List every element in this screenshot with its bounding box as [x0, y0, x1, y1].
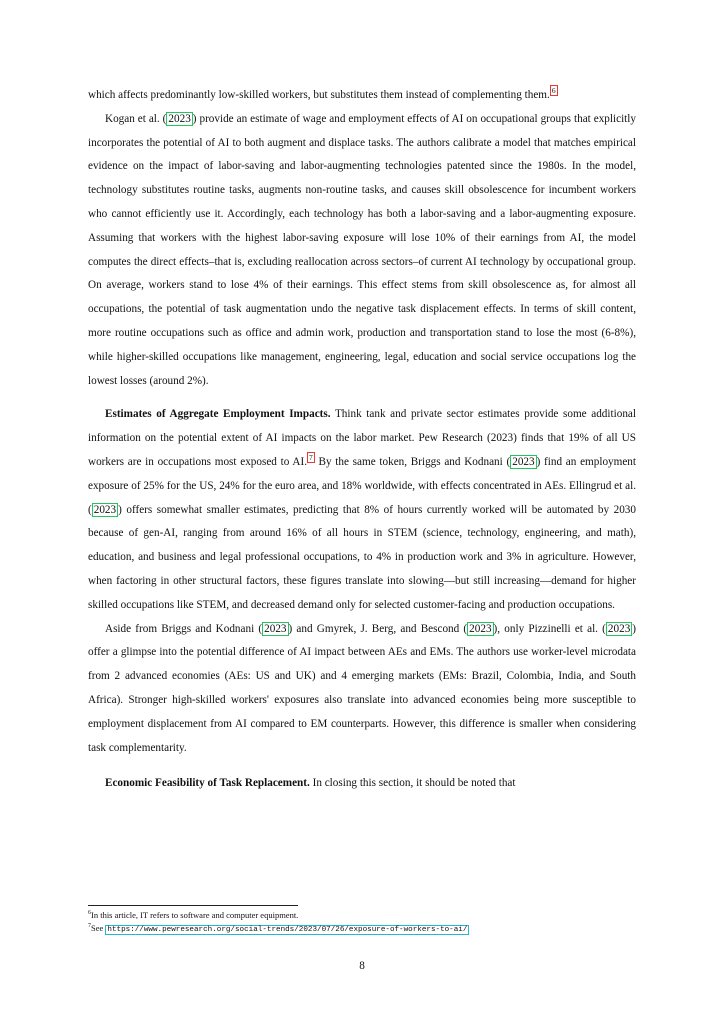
- section-heading-feasibility: Economic Feasibility of Task Replacement.: [105, 777, 310, 790]
- paragraph-1-text: which affects predominantly low-skilled workers, but substitutes them instead of complementing them.: [88, 89, 550, 101]
- citation-briggs-2023[interactable]: 2023: [512, 455, 535, 468]
- citation-kogan-2023[interactable]: 2023: [168, 112, 191, 125]
- citation-ellingrud-2023[interactable]: 2023: [93, 503, 117, 516]
- footnote-6-ref[interactable]: 6: [551, 86, 556, 96]
- text-span: ), only Pizzinelli et al. (: [493, 622, 606, 635]
- paragraph-aes-ems: [88, 618, 636, 761]
- text-span: ) offer a glimpse into the potential difference of AI impact between AEs and EMs. The authors use worker-level microdata from 2 advanced economies (AEs: US and UK) and 4 emerging markets (EMs: Brazil, Colombia, India, and South Africa). Stronger high-skilled workers' exposures also translate into advanced economies being more susceptible to employment displacement from AI compared to EM counterparts. However, this difference is smaller when considering task complementarity.: [88, 622, 637, 754]
- page-number: 8: [359, 960, 365, 972]
- footnote-7-url-link[interactable]: https://www.pewresearch.org/social-trends/2023/07/26/exposure-of-workers-to-ai/: [107, 925, 468, 934]
- footnote-7-number: 7: [88, 922, 91, 929]
- footnote-6: [88, 908, 636, 921]
- footnote-7: [88, 921, 636, 936]
- footnote-7-ref[interactable]: 7: [309, 453, 313, 463]
- text-span: ) provide an estimate of wage and employment effects of AI on occupational groups that explicitly incorporates the potential of AI to both augment and displace tasks. The authors calibrate a model that matches empirical evidence on the impact of labor-saving and labor-augmenting technologies patented since the 1980s. In the model, technology substitutes routine tasks, augments non-routine tasks, and causes skill obsolescence for incumbent workers who cannot efficiently use it. Accordingly, each technology has both a labor-saving and a labor-augmenting exposure. Assuming that workers with the highest labor-saving exposure will lose 10% of their earnings from AI, the model computes the direct effects–that is, excluding reallocation across sectors–of current AI technology by occupational group. On average, workers stand to lose 4% of their earnings. This effect stems from skill obsolescence as, for almost all occupations, the potential of task augmentation undo the negative task displacement effects. In terms of skill content, more routine occupations such as office and admin work, production and transportation stand to lose the most (6-8%), while higher-skilled occupations like management, engineering, legal, education and social service occupations log the lowest losses (around 2%).: [88, 112, 636, 387]
- footnote-7-text: See: [91, 922, 106, 933]
- citation-briggs-2023-b[interactable]: 2023: [264, 622, 287, 635]
- paragraph-1: [88, 84, 636, 108]
- footnote-divider: [88, 905, 298, 906]
- citation-gmyrek-2023[interactable]: 2023: [469, 622, 492, 635]
- paragraph-feasibility: [88, 772, 636, 796]
- text-span: ) and Gmyrek, J. Berg, and Bescond (: [288, 622, 468, 635]
- text-span: By the same token, Briggs and Kodnani (: [314, 455, 511, 468]
- text-span: Think tank and private sector estimates provide some additional information on the potential extent of AI impacts on the labor market. Pew Research (2023) finds that 19% of all US workers are in occupations most exposed to AI.: [88, 408, 636, 468]
- paragraph-aggregate-employment: [88, 403, 636, 617]
- footnote-6-text: In this article, IT refers to software and computer equipment.: [91, 909, 299, 920]
- text-span: ) find an employment exposure of 25% for the US, 24% for the euro area, and 18% worldwide, with effects concentrated in AEs. Ellingrud et al. (: [88, 455, 637, 516]
- footnotes: [88, 908, 636, 936]
- citation-pizzinelli-2023[interactable]: 2023: [607, 622, 631, 635]
- section-heading-aggregate: Estimates of Aggregate Employment Impacts.: [105, 408, 331, 421]
- text-span: ) offers somewhat smaller estimates, predicting that 8% of hours currently worked will be automated by 2030 because of gen-AI, ranging from around 16% of all hours in STEM (science, technology, engineering, and math), education, and business and legal professional occupations, to 4% in production work and 3% in agriculture. However, when factoring in other structural factors, these figures translate into slowing—but still increasing—demand for higher skilled occupations like STEM, and decreased demand only for selected customer-facing and production occupations.: [88, 503, 636, 611]
- page-body: [88, 84, 636, 796]
- text-span: In closing this section, it should be noted that: [309, 777, 516, 790]
- text-span: Kogan et al. (: [105, 112, 167, 125]
- text-span: Aside from Briggs and Kodnani (: [105, 622, 263, 635]
- paragraph-kogan: [88, 108, 636, 394]
- footnote-6-number: 6: [88, 910, 91, 916]
